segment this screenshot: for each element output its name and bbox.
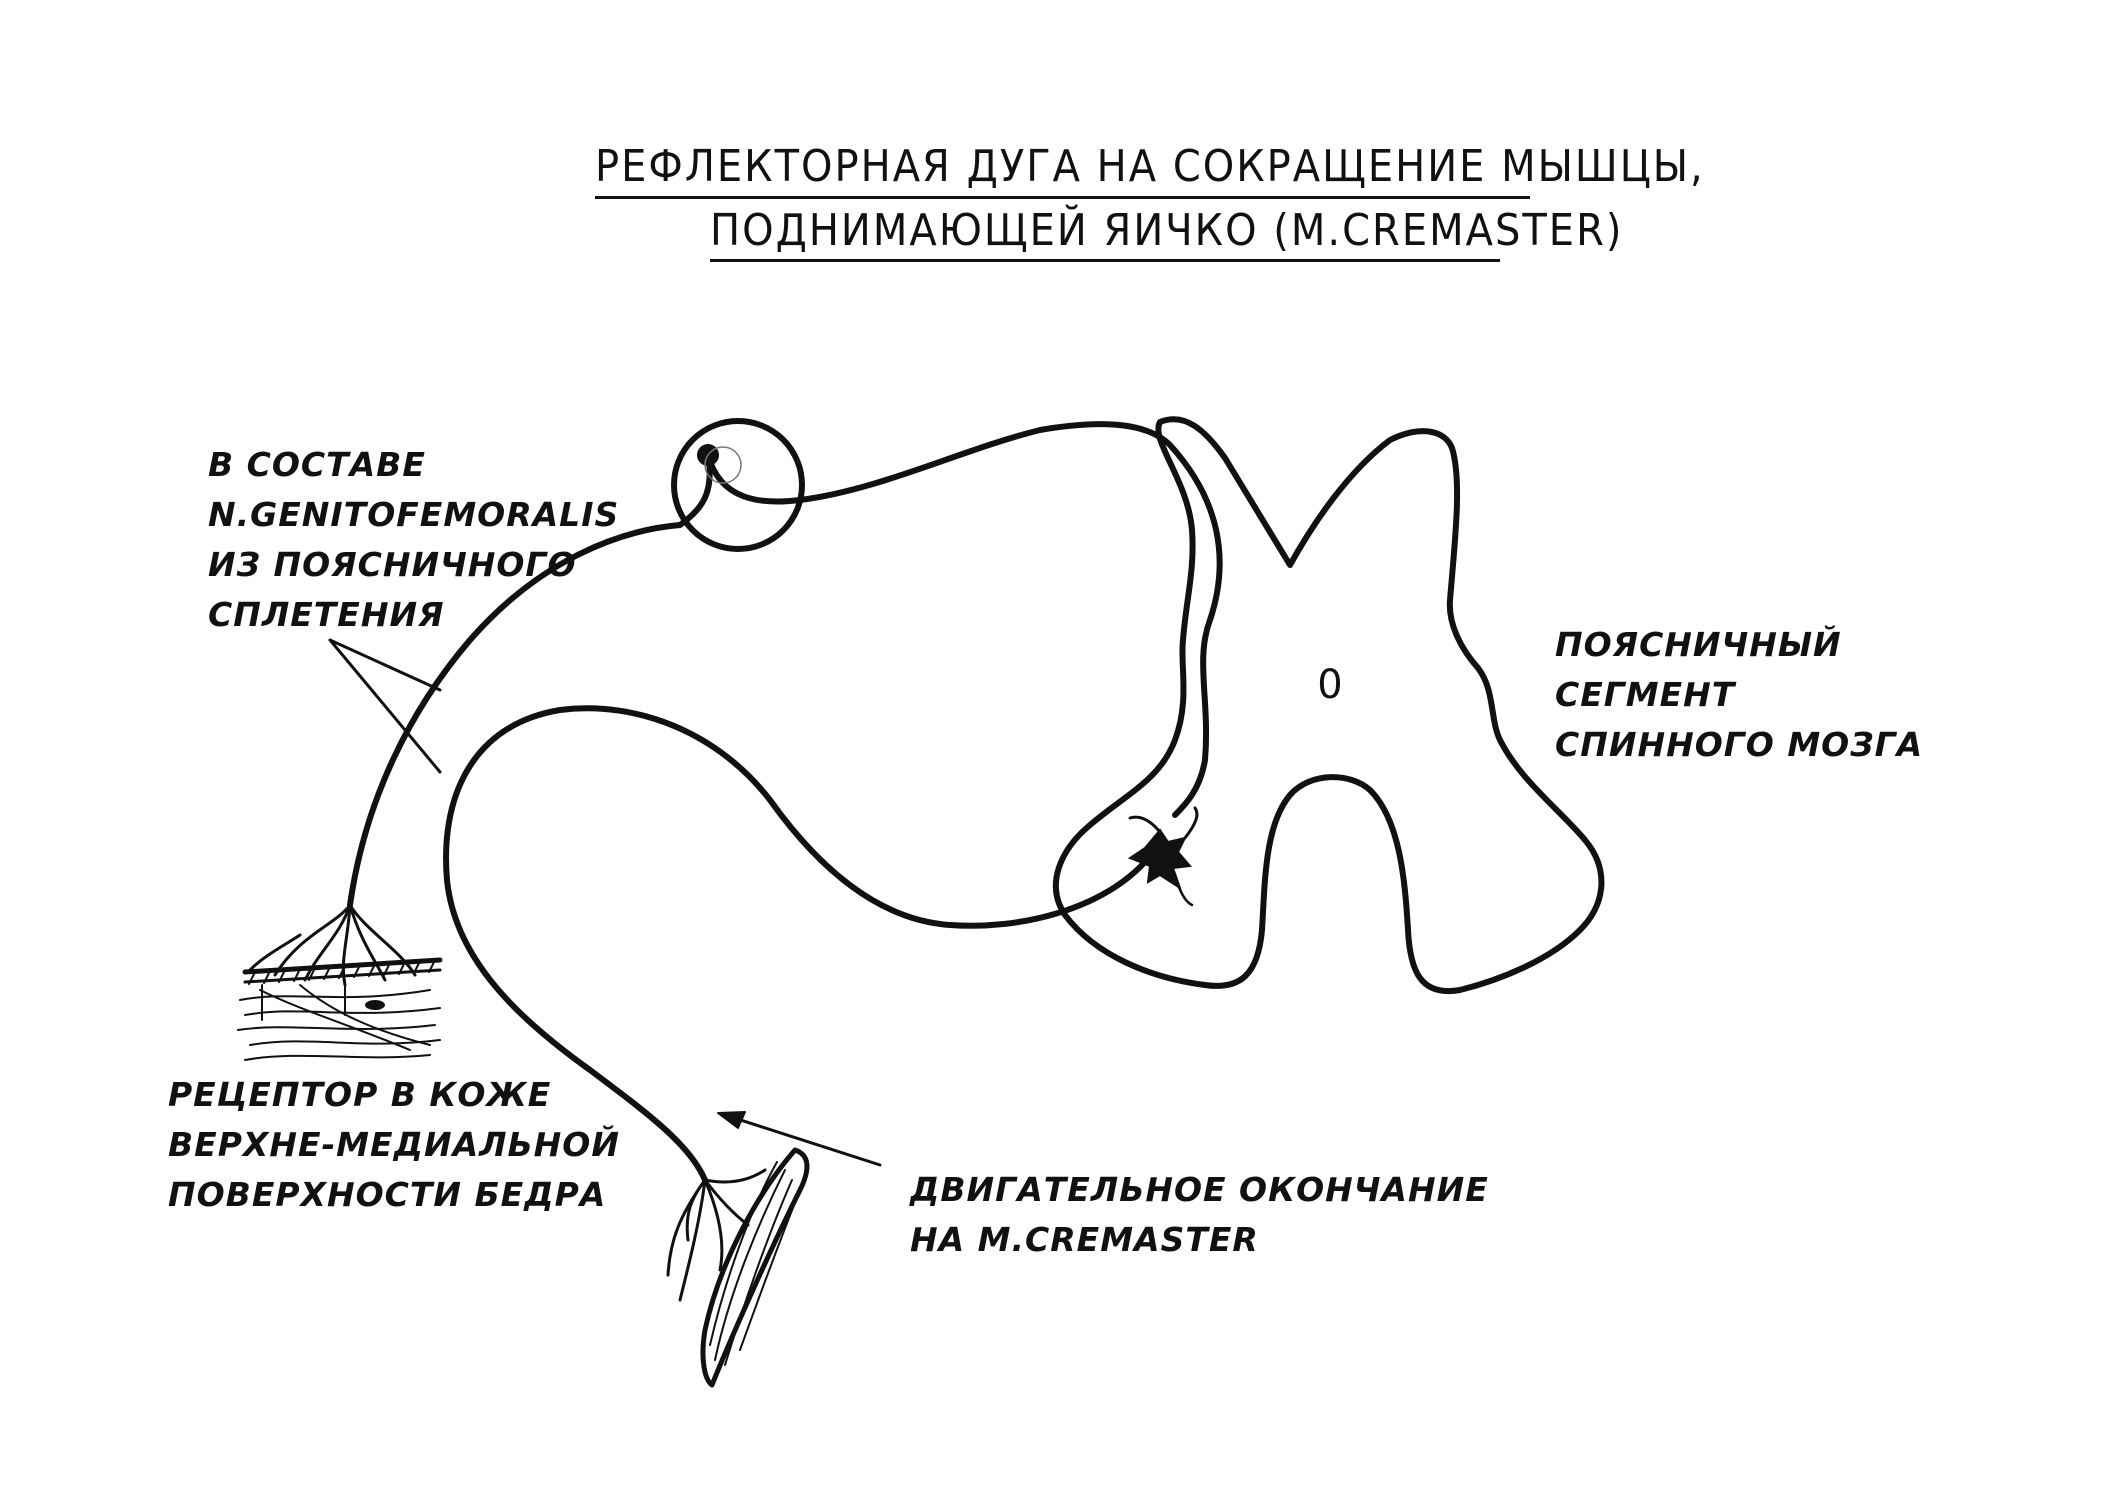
motor-ending-label-line-1: ДВИГАТЕЛЬНОЕ ОКОНЧАНИЕ bbox=[910, 1170, 1489, 1209]
nerve-label-line-4: СПЛЕТЕНИЯ bbox=[208, 595, 445, 634]
nerve-label-line-2: N.GENITOFEMORALIS bbox=[208, 495, 620, 534]
nerve-label-line-3: ИЗ ПОЯСНИЧНОГО bbox=[208, 545, 577, 584]
spinal-ganglion-ring bbox=[674, 421, 802, 549]
receptor-label-line-3: ПОВЕРХНОСТИ БЕДРА bbox=[168, 1175, 607, 1214]
nerve-label-line-1: В СОСТАВЕ bbox=[208, 445, 426, 484]
motor-ending-arrow bbox=[718, 1112, 880, 1165]
segment-label-line-3: СПИННОГО МОЗГА bbox=[1555, 725, 1924, 764]
title-line-1: РЕФЛЕКТОРНАЯ ДУГА НА СОКРАЩЕНИЕ МЫШЦЫ, bbox=[595, 142, 1705, 192]
motor-ending-label-line-2: НА М.CREMASTER bbox=[910, 1220, 1259, 1259]
receptor-label bbox=[168, 1070, 620, 1220]
central-canal-mark: 0 bbox=[1317, 662, 1343, 708]
receptor-label-line-2: ВЕРХНЕ-МЕДИАЛЬНОЙ bbox=[168, 1125, 620, 1164]
sensory-central-process bbox=[708, 424, 1220, 815]
title-line-2: ПОДНИМАЮЩЕЙ ЯИЧКО (М.CREMASTER) bbox=[710, 206, 1624, 256]
receptor-label-line-1: РЕЦЕПТОР В КОЖЕ bbox=[168, 1075, 552, 1114]
motor-nerve-endings bbox=[668, 1170, 765, 1300]
segment-label-line-1: ПОЯСНИЧНЫЙ bbox=[1555, 625, 1842, 664]
cremaster-muscle bbox=[703, 1150, 807, 1385]
nerve-label bbox=[208, 440, 619, 640]
segment-label bbox=[1555, 620, 1923, 770]
segment-label-line-2: СЕГМЕНТ bbox=[1555, 675, 1736, 714]
skin-receptor-tissue bbox=[238, 960, 440, 1060]
motor-ending-label bbox=[910, 1165, 1489, 1265]
motor-neuron bbox=[1130, 808, 1197, 905]
